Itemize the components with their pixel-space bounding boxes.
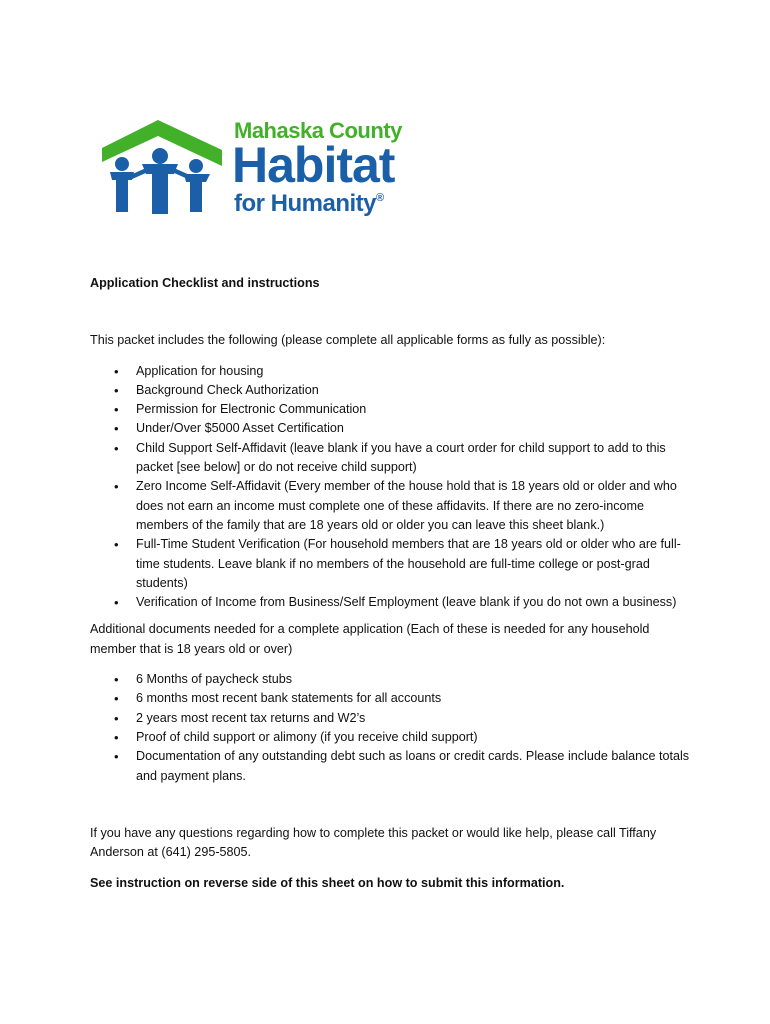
document-body xyxy=(90,274,690,894)
packet-items-list xyxy=(90,362,690,613)
intro-paragraph: This packet includes the following (please complete all applicable forms as fully as possible): xyxy=(90,333,606,348)
list-item: • Child Support Self-Affidavit (leave blank if you have a court order for child support to add to this packet [see below] or do not receive child support) xyxy=(136,439,690,478)
list-item: • Verification of Income from Business/Self Employment (leave blank if you do not own a business) xyxy=(136,593,690,612)
list-item: • Application for housing xyxy=(136,362,690,381)
logo-county-text: Mahaska County xyxy=(234,118,402,143)
list-item: • Zero Income Self-Affidavit (Every member of the house hold that is 18 years old or older and who does not earn an income must complete one of these affidavits. If there are no zero-income members of the family that are 18 years old or older you can leave this sheet blank.) xyxy=(136,477,690,535)
contact-paragraph: If you have any questions regarding how to complete this packet or would like help, please call Tiffany Anderson at (641) 295-5805. xyxy=(90,825,657,860)
logo-habitat-text: Habitat xyxy=(232,137,395,193)
habitat-logo xyxy=(98,114,418,224)
list-item: • Documentation of any outstanding debt such as loans or credit cards. Please include balance totals and payment plans. xyxy=(136,747,690,786)
house-people-icon xyxy=(98,114,228,224)
additional-documents-paragraph: Additional documents needed for a complete application (Each of these is needed for any household member that is 18 years old or over) xyxy=(90,622,650,656)
list-item: • Under/Over $5000 Asset Certification xyxy=(136,419,690,438)
list-item: • 6 months most recent bank statements for all accounts xyxy=(136,689,690,708)
list-item: • Full-Time Student Verification (For household members that are 18 years old or older who are full-time students. Leave blank if no members of the household are full-time college or post-grad students) xyxy=(136,535,690,593)
list-item: • Proof of child support or alimony (if you receive child support) xyxy=(136,728,690,747)
document-items-list xyxy=(90,670,690,786)
registered-mark: ® xyxy=(376,192,384,204)
list-item: • 6 Months of paycheck stubs xyxy=(136,670,690,689)
page-title: Application Checklist and instructions xyxy=(90,276,320,290)
list-item: • Background Check Authorization xyxy=(136,381,690,400)
reverse-side-note: See instruction on reverse side of this sheet on how to submit this information. xyxy=(90,876,565,891)
logo-humanity-text xyxy=(234,192,384,216)
logo-tagline: for Humanity xyxy=(234,190,377,217)
list-item: • 2 years most recent tax returns and W2’s xyxy=(136,709,690,728)
list-item: • Permission for Electronic Communication xyxy=(136,400,690,419)
